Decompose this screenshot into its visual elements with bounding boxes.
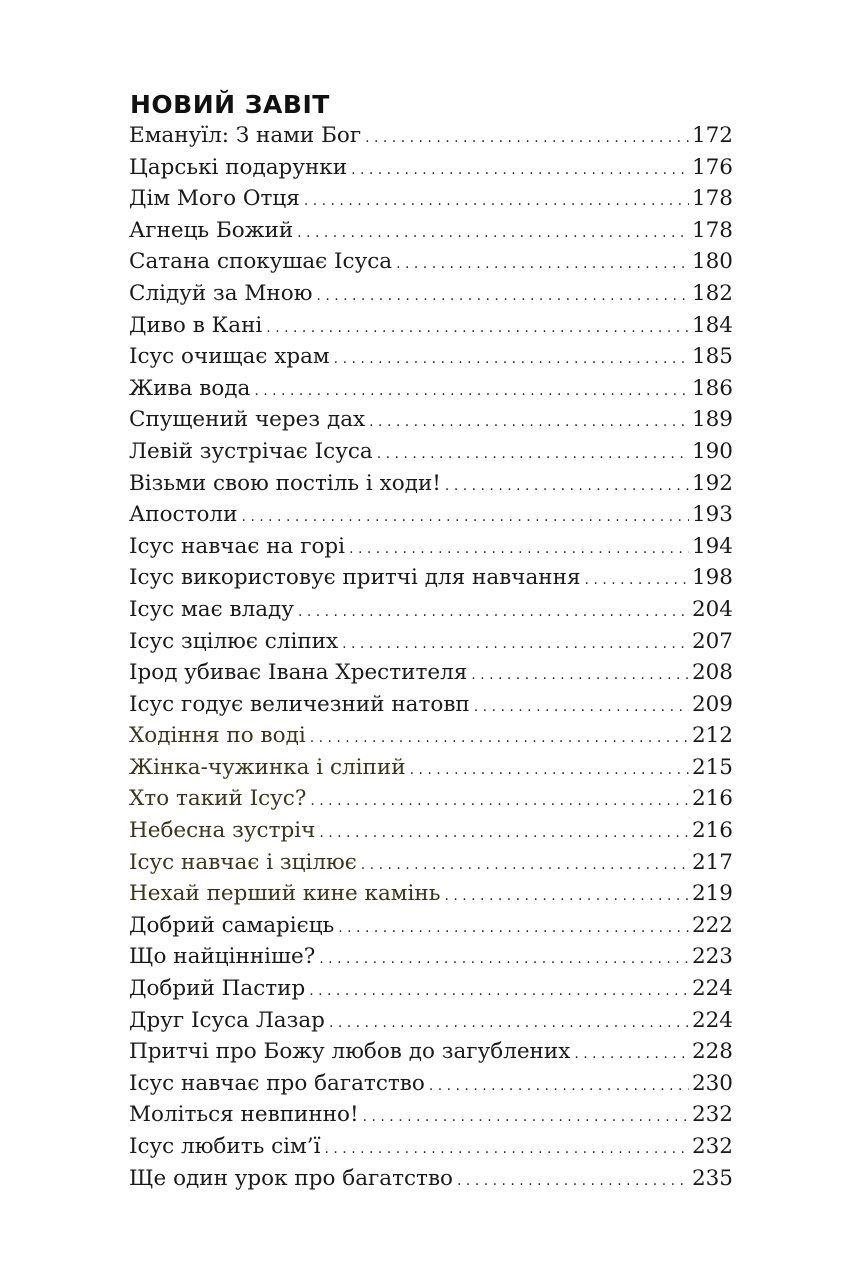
toc-entry (129, 499, 733, 531)
toc-entry-page-number: 172 (691, 123, 733, 148)
toc-entry-title: Царські подарунки (129, 154, 348, 180)
toc-entry (129, 815, 733, 847)
toc-entry (129, 1099, 733, 1131)
toc-dot-leader (310, 723, 689, 755)
toc-entry (129, 373, 733, 405)
toc-dot-leader (410, 755, 689, 787)
toc-entry-title: Ісус навчає про багатство (129, 1070, 425, 1096)
toc-dot-leader (445, 471, 689, 503)
toc-entry (129, 973, 733, 1005)
toc-entry (129, 657, 733, 689)
toc-entry-page-number: 235 (691, 1165, 733, 1191)
toc-entry-title: Ще один урок про багатство (129, 1165, 453, 1191)
toc-dot-leader (241, 502, 689, 534)
toc-entry-title: Агнець Божий (129, 217, 294, 243)
toc-dot-leader (474, 692, 689, 724)
toc-entry (129, 562, 733, 594)
toc-dot-leader (334, 344, 689, 376)
toc-entry-page-number: 186 (691, 375, 733, 401)
toc-dot-leader (444, 881, 689, 913)
toc-entry-title: Ісус годує величезний натовп (129, 691, 470, 717)
toc-entry-title: Ісус навчає на горі (129, 533, 346, 559)
toc-entry-title: Дім Мого Отця (129, 186, 300, 212)
toc-entry-page-number: 230 (691, 1070, 733, 1096)
toc-entry-title: Ісус любить сім’ї (129, 1134, 321, 1159)
toc-entry (129, 310, 733, 342)
toc-entry-title: Добрий Пастир (129, 976, 306, 1002)
toc-dot-leader (319, 818, 689, 850)
toc-entry-page-number: 209 (691, 691, 733, 717)
toc-dot-leader (377, 439, 689, 471)
toc-entry-page-number: 180 (691, 249, 733, 275)
toc-entry-title: Жива вода (129, 375, 251, 401)
toc-dot-leader (429, 1071, 689, 1103)
toc-dot-leader (342, 629, 689, 661)
toc-entry-title: Моліться невпинно! (129, 1102, 359, 1128)
toc-dot-leader (351, 155, 689, 187)
toc-dot-leader (316, 281, 689, 313)
toc-entry (129, 941, 733, 973)
toc-entry-title: Притчі про Божу любов до загублених (129, 1039, 571, 1065)
toc-entry-title: Ісус має владу (129, 596, 294, 622)
toc-entry-page-number: 184 (691, 312, 733, 338)
toc-entry-page-number: 212 (691, 723, 733, 749)
toc-entry (129, 531, 733, 563)
toc-entry-title: Ісус використовує притчі для навчання (129, 565, 581, 591)
toc-dot-leader (254, 376, 689, 408)
toc-entry-page-number: 176 (691, 154, 733, 180)
toc-entry (129, 1163, 733, 1195)
toc-entry-title: Ісус зцілює сліпих (129, 628, 339, 654)
toc-entry-title: Слідуй за Мною (129, 280, 313, 306)
toc-entry-title: Візьми свою постіль і ходи! (129, 470, 441, 496)
toc-dot-leader (309, 976, 689, 1008)
toc-entry (129, 626, 733, 658)
toc-entry-page-number: 190 (691, 438, 733, 464)
toc-entry (129, 1036, 733, 1068)
toc-dot-leader (363, 1102, 689, 1134)
toc-entry-title: Спущений через дах (129, 407, 366, 433)
toc-entry (129, 910, 733, 942)
toc-entry-page-number: 232 (691, 1134, 733, 1159)
toc-entry-page-number: 228 (691, 1039, 733, 1065)
toc-entry (129, 404, 733, 436)
toc-dot-leader (365, 123, 689, 155)
toc-entry (129, 120, 733, 152)
toc-entry-title: Нехай перший кине камінь (129, 881, 441, 907)
section-title: НОВИЙ ЗАВІТ (130, 90, 330, 119)
toc-entry (129, 594, 733, 626)
toc-dot-leader (304, 186, 689, 218)
toc-entry-page-number: 192 (691, 470, 733, 496)
toc-dot-leader (369, 407, 689, 439)
toc-entry (129, 783, 733, 815)
toc-entry-page-number: 194 (691, 533, 733, 559)
toc-entry-title: Диво в Кані (129, 312, 263, 338)
toc-entry (129, 878, 733, 910)
toc-entry-title: Жінка-чужинка і сліпий (129, 754, 406, 780)
toc-entry-title: Апостоли (129, 502, 238, 528)
toc-entry-title: Ісус очищає храм (129, 344, 330, 370)
toc-entry (129, 436, 733, 468)
toc-entry-title: Левій зустрічає Ісуса (129, 438, 373, 464)
toc-dot-leader (396, 249, 689, 281)
toc-entry-title: Що найцінніше? (129, 944, 316, 970)
toc-entry-page-number: 224 (691, 1007, 733, 1033)
toc-entry (129, 752, 733, 784)
toc-dot-leader (585, 565, 689, 597)
toc-entry-title: Хто такий Ісус? (129, 786, 307, 812)
toc-dot-leader (361, 850, 689, 882)
toc-entry-page-number: 189 (691, 407, 733, 433)
toc-dot-leader (349, 534, 689, 566)
toc-entry-page-number: 219 (691, 881, 733, 907)
toc-entry-page-number: 217 (691, 849, 733, 875)
toc-entry-title: Ходіння по воді (129, 723, 306, 749)
toc-entry-page-number: 204 (691, 596, 733, 622)
toc-dot-leader (319, 944, 689, 976)
toc-entry (129, 689, 733, 721)
toc-entry-page-number: 193 (691, 502, 733, 528)
table-of-contents (129, 120, 733, 1194)
toc-dot-leader (457, 1166, 689, 1198)
toc-entry-title: Добрий самарієць (129, 912, 335, 938)
toc-entry-title: Емануїл: З нами Бог (129, 123, 362, 148)
toc-entry-page-number: 224 (691, 976, 733, 1002)
toc-entry-page-number: 216 (691, 818, 733, 844)
toc-entry-page-number: 178 (691, 217, 733, 243)
toc-entry-page-number: 185 (691, 344, 733, 370)
toc-entry (129, 341, 733, 373)
toc-entry-title: Сатана спокушає Ісуса (129, 249, 393, 275)
toc-entry (129, 847, 733, 879)
toc-entry (129, 468, 733, 500)
toc-entry-page-number: 215 (691, 754, 733, 780)
toc-entry (129, 720, 733, 752)
toc-entry-page-number: 178 (691, 186, 733, 212)
toc-entry (129, 152, 733, 184)
toc-entry-title: Ісус навчає і зцілює (129, 849, 357, 875)
toc-entry (129, 246, 733, 278)
toc-entry-page-number: 198 (691, 565, 733, 591)
toc-entry (129, 215, 733, 247)
toc-dot-leader (266, 313, 689, 345)
toc-dot-leader (298, 597, 689, 629)
toc-entry-page-number: 222 (691, 912, 733, 938)
toc-dot-leader (325, 1134, 689, 1166)
toc-dot-leader (471, 660, 689, 692)
toc-dot-leader (338, 913, 689, 945)
toc-entry-title: Небесна зустріч (129, 818, 316, 844)
toc-entry (129, 1131, 733, 1163)
toc-entry (129, 1068, 733, 1100)
toc-entry (129, 278, 733, 310)
toc-dot-leader (297, 218, 689, 250)
toc-entry-page-number: 216 (691, 786, 733, 812)
toc-entry (129, 1005, 733, 1037)
toc-entry-page-number: 207 (691, 628, 733, 654)
toc-entry-page-number: 223 (691, 944, 733, 970)
toc-entry-title: Друг Ісуса Лазар (129, 1007, 325, 1033)
toc-entry (129, 183, 733, 215)
toc-dot-leader (574, 1039, 689, 1071)
toc-dot-leader (310, 786, 689, 818)
toc-dot-leader (329, 1008, 689, 1040)
toc-entry-page-number: 208 (691, 660, 733, 686)
toc-entry-page-number: 182 (691, 280, 733, 306)
toc-entry-page-number: 232 (691, 1102, 733, 1128)
toc-entry-title: Ірод убиває Івана Хрестителя (129, 660, 468, 686)
